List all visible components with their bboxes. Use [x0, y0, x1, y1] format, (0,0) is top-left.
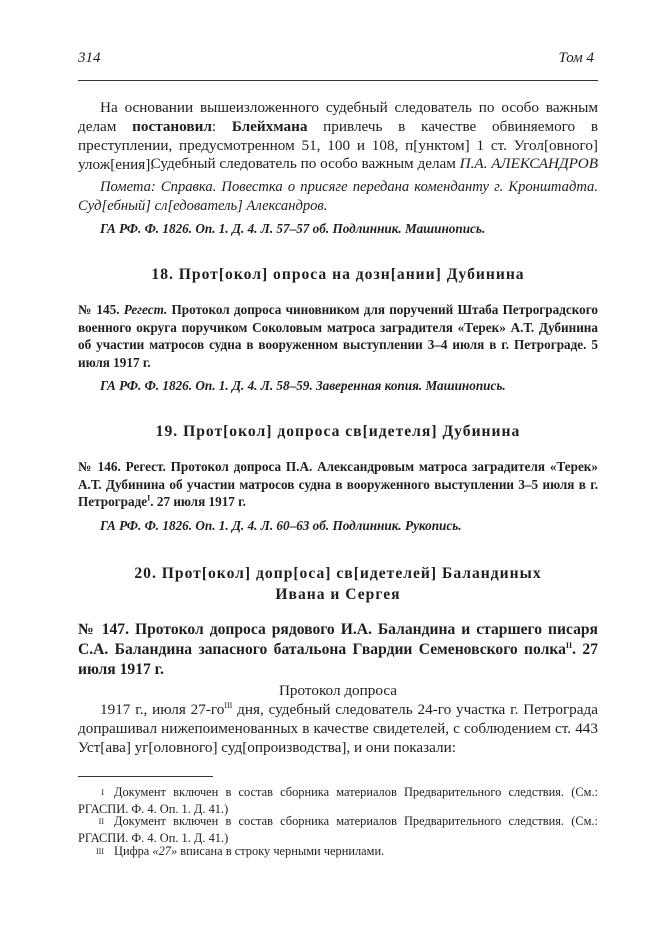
- doc18-regest: [78, 301, 598, 371]
- footnote-3-mark: III: [96, 847, 104, 856]
- doc19-regest: [78, 458, 598, 511]
- footnote-ref-2: II: [565, 640, 573, 650]
- note-text: Помета: Справка. Повестка о присяге передана коменданту г. Кронштадта. Суд[ебный] сл[едователь] Александров.: [78, 179, 598, 214]
- doc18-title: 18. Прот[окол] опроса на дозн[ании] Дубинина: [151, 266, 525, 283]
- note-paragraph: [78, 178, 598, 216]
- protocol-body: [78, 700, 598, 757]
- accused-name: Блейхмана: [231, 118, 308, 135]
- resolution-text-1: На основании вышеизложенного судебный следователь по особо важным делам: [78, 99, 598, 135]
- footnote-rule: [78, 776, 213, 777]
- doc19-title: 19. Прот[окол] допроса св[идетеля] Дубинина: [155, 423, 521, 440]
- protocol-date: 1917 г., июля 27-го: [100, 701, 225, 718]
- doc18-regest-text: Протокол допроса чиновником для поручений Штаба Петроградского военного округа поручиком Соколовым матроса заградителя «Терек» А.Т. Дубинина об участии матросов судна в вооруженном выступлении 3–4 июля в г. Петрограде. 5 июля 1917 г.: [78, 302, 598, 370]
- investigator-signature: [78, 155, 598, 173]
- protocol-subtitle: Протокол допроса: [278, 682, 398, 699]
- footnote-2-mark: II: [98, 817, 104, 826]
- archive-ref-1: ГА РФ. Ф. 1826. Оп. 1. Д. 4. Л. 57–57 об. Подлинник. Машинопись.: [100, 221, 486, 236]
- footnote-3-text-b: вписана в строку черными чернилами.: [177, 844, 385, 858]
- doc19-date: . 27 июля 1917 г.: [150, 494, 246, 509]
- footnote-3-text-a: Цифра: [114, 844, 153, 858]
- footnote-2: [78, 813, 598, 847]
- page-number: 314: [78, 50, 101, 66]
- footnote-ref-1: I: [147, 493, 151, 503]
- footnote-ref-3: III: [224, 700, 233, 710]
- signature-name: П.А. АЛЕКСАНДРОВ: [459, 155, 598, 172]
- volume-label: Том 4: [558, 50, 594, 66]
- doc20-regest: [78, 620, 598, 680]
- doc18-regest-label: Регест.: [123, 302, 168, 317]
- protocol-text: дня, судебный следователь 24-го участка г. Петрограда допрашивал нижепоименованных в качестве свидетелей, с соблюдением ст. 443 Уст[ава] уг[оловного] суд[опроизводства], и они показали:: [78, 701, 598, 756]
- doc19-regest-text: № 146. Регест. Протокол допроса П.А. Александровым матроса заградителя «Терек» А.Т. Дубинина об участии матросов судна в вооруженного выступлении 3–5 июля в г. Петрограде: [78, 459, 598, 509]
- archive-ref-2: ГА РФ. Ф. 1826. Оп. 1. Д. 4. Л. 58–59. Заверенная копия. Машинопись.: [100, 378, 506, 393]
- footnote-1-text: Документ включен в состав сборника материалов Предварительного следствия. (См.: РГАСПИ. Ф. 4. Оп. 1. Д. 41.): [78, 785, 598, 816]
- signature-title: Судебный следователь по особо важным делам: [150, 155, 460, 172]
- footnote-3-number: «27»: [152, 844, 178, 858]
- doc20-title-line1: 20. Прот[окол] допр[оса] св[идетелей] Баландиных: [134, 565, 542, 582]
- header-rule: [78, 80, 598, 81]
- footnote-3: [78, 843, 598, 860]
- doc20-title: [78, 563, 598, 605]
- archive-ref-3: ГА РФ. Ф. 1826. Оп. 1. Д. 4. Л. 60–63 об. Подлинник. Рукопись.: [100, 518, 462, 533]
- resolution-colon: :: [211, 118, 232, 135]
- doc20-title-line2: Ивана и Сергея: [275, 586, 401, 603]
- doc20-date: . 27 июля 1917 г.: [78, 641, 599, 678]
- resolution-text-2: привлечь в качестве обвиняемого в преступлении, предусмотренном 51, 100 и 108, п[унктом] 1 ст. Угол[овного] улож[ения].: [78, 118, 598, 173]
- doc18-number: № 145.: [78, 302, 124, 317]
- footnote-2-text: Документ включен в состав сборника материалов Предварительного следствия. (См.: РГАСПИ. Ф. 4. Оп. 1. Д. 41.): [78, 814, 598, 845]
- doc20-regest-text: № 147. Протокол допроса рядового И.А. Баландина и старшего писаря С.А. Баландина запасного батальона Гвардии Семеновского полка: [78, 621, 598, 658]
- resolution-verb: постановил: [132, 118, 212, 135]
- footnote-1-mark: I: [101, 788, 104, 797]
